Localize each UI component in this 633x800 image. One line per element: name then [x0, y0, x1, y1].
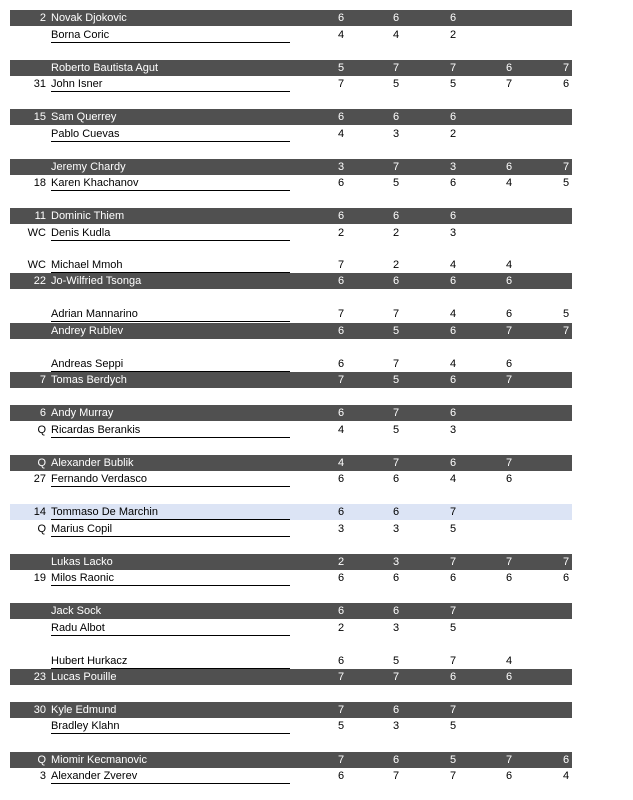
set-score-5: 7: [562, 556, 570, 568]
set-score-4: 4: [505, 655, 513, 667]
set-score-1: 6: [337, 655, 345, 667]
player-name: Andreas Seppi: [51, 356, 290, 372]
seed-label: 6: [39, 407, 46, 419]
table-row: [0, 702, 633, 718]
set-score-5: 6: [562, 78, 570, 90]
table-row: [0, 60, 633, 76]
table-row: [0, 273, 633, 289]
set-score-5: 6: [562, 754, 570, 766]
set-score-3: 5: [449, 78, 457, 90]
set-score-3: 4: [449, 358, 457, 370]
set-score-3: 7: [449, 655, 457, 667]
set-score-3: 5: [449, 754, 457, 766]
table-row: [0, 653, 633, 669]
set-score-3: 5: [449, 720, 457, 732]
table-row: [0, 405, 633, 421]
player-name: Jo-Wilfried Tsonga: [51, 275, 142, 287]
table-row: [0, 109, 633, 125]
set-score-1: 4: [337, 424, 345, 436]
player-name: Jeremy Chardy: [51, 161, 126, 173]
set-score-5: 4: [562, 770, 570, 782]
seed-label: Q: [37, 754, 46, 766]
set-score-4: 7: [505, 78, 513, 90]
set-score-1: 4: [337, 29, 345, 41]
set-score-3: 2: [449, 128, 457, 140]
player-name: Tomas Berdych: [51, 374, 127, 386]
set-score-4: 6: [505, 308, 513, 320]
player-name: Tommaso De Marchin: [51, 504, 290, 520]
set-score-1: 7: [337, 308, 345, 320]
table-row: [0, 323, 633, 339]
set-score-2: 5: [392, 325, 400, 337]
set-score-2: 5: [392, 424, 400, 436]
set-score-3: 7: [449, 704, 457, 716]
seed-label: 27: [33, 473, 46, 485]
set-score-3: 7: [449, 506, 457, 518]
set-score-2: 7: [392, 358, 400, 370]
set-score-2: 7: [392, 671, 400, 683]
set-score-3: 3: [449, 424, 457, 436]
table-row: [0, 356, 633, 372]
seed-label: 14: [33, 506, 46, 518]
player-name: Miomir Kecmanovic: [51, 754, 147, 766]
set-score-1: 6: [337, 605, 345, 617]
set-score-4: 7: [505, 374, 513, 386]
set-score-2: 3: [392, 523, 400, 535]
set-score-2: 2: [392, 259, 400, 271]
table-row: [0, 718, 633, 734]
set-score-1: 7: [337, 754, 345, 766]
seed-label: WC: [27, 227, 46, 239]
set-score-1: 7: [337, 374, 345, 386]
table-row: [0, 455, 633, 471]
player-name: Milos Raonic: [51, 570, 290, 586]
set-score-1: 6: [337, 111, 345, 123]
set-score-2: 6: [392, 12, 400, 24]
set-score-1: 6: [337, 177, 345, 189]
set-score-5: 7: [562, 62, 570, 74]
set-score-1: 7: [337, 259, 345, 271]
table-row: [0, 504, 633, 520]
set-score-3: 7: [449, 605, 457, 617]
set-score-2: 6: [392, 605, 400, 617]
table-row: [0, 471, 633, 487]
set-score-1: 7: [337, 78, 345, 90]
player-name: Novak Djokovic: [51, 12, 127, 24]
table-row: [0, 76, 633, 92]
player-name: Jack Sock: [51, 605, 102, 617]
set-score-3: 6: [449, 407, 457, 419]
set-score-1: 3: [337, 161, 345, 173]
set-score-3: 3: [449, 161, 457, 173]
player-name: Sam Querrey: [51, 111, 117, 123]
table-row: [0, 159, 633, 175]
set-score-4: 6: [505, 473, 513, 485]
set-score-2: 7: [392, 62, 400, 74]
set-score-4: 6: [505, 770, 513, 782]
set-score-5: 6: [562, 572, 570, 584]
set-score-3: 4: [449, 308, 457, 320]
set-score-3: 5: [449, 523, 457, 535]
set-score-2: 6: [392, 111, 400, 123]
set-score-1: 6: [337, 275, 345, 287]
player-name: Marius Copil: [51, 521, 290, 537]
seed-label: 30: [33, 704, 46, 716]
table-row: [0, 620, 633, 636]
set-score-1: 6: [337, 473, 345, 485]
set-score-3: 7: [449, 62, 457, 74]
table-row: [0, 603, 633, 619]
set-score-1: 2: [337, 227, 345, 239]
set-score-3: 4: [449, 473, 457, 485]
set-score-1: 6: [337, 770, 345, 782]
table-row: [0, 10, 633, 26]
table-row: [0, 768, 633, 784]
set-score-4: 6: [505, 572, 513, 584]
set-score-3: 5: [449, 622, 457, 634]
set-score-4: 7: [505, 556, 513, 568]
table-row: [0, 422, 633, 438]
set-score-2: 6: [392, 210, 400, 222]
player-name: Roberto Bautista Agut: [51, 62, 159, 74]
set-score-2: 3: [392, 622, 400, 634]
set-score-3: 6: [449, 572, 457, 584]
seed-label: Q: [37, 523, 46, 535]
player-name: Karen Khachanov: [51, 175, 290, 191]
set-score-3: 6: [449, 111, 457, 123]
set-score-5: 7: [562, 161, 570, 173]
set-score-1: 2: [337, 622, 345, 634]
set-score-4: 6: [505, 275, 513, 287]
player-name: Denis Kudla: [51, 225, 290, 241]
set-score-4: 6: [505, 358, 513, 370]
seed-label: WC: [27, 259, 46, 271]
player-name: Pablo Cuevas: [51, 126, 290, 142]
set-score-2: 6: [392, 754, 400, 766]
seed-label: 3: [39, 770, 46, 782]
set-score-2: 6: [392, 275, 400, 287]
set-score-3: 4: [449, 259, 457, 271]
set-score-2: 7: [392, 308, 400, 320]
set-score-2: 6: [392, 572, 400, 584]
set-score-3: 6: [449, 12, 457, 24]
set-score-3: 6: [449, 374, 457, 386]
set-score-3: 6: [449, 671, 457, 683]
set-score-3: 7: [449, 556, 457, 568]
set-score-5: 5: [562, 308, 570, 320]
set-score-5: 5: [562, 177, 570, 189]
set-score-2: 3: [392, 128, 400, 140]
set-score-2: 6: [392, 704, 400, 716]
player-name: Lucas Pouille: [51, 671, 117, 683]
set-score-2: 4: [392, 29, 400, 41]
set-score-2: 2: [392, 227, 400, 239]
set-score-4: 6: [505, 62, 513, 74]
player-name: John Isner: [51, 76, 290, 92]
set-score-1: 7: [337, 671, 345, 683]
player-name: Andrey Rublev: [51, 325, 124, 337]
set-score-1: 6: [337, 407, 345, 419]
table-row: [0, 27, 633, 43]
player-name: Alexander Bublik: [51, 457, 134, 469]
set-score-1: 7: [337, 704, 345, 716]
player-name: Lukas Lacko: [51, 556, 113, 568]
table-row: [0, 669, 633, 685]
player-name: Hubert Hurkacz: [51, 653, 290, 669]
table-row: [0, 225, 633, 241]
set-score-2: 7: [392, 770, 400, 782]
seed-label: 15: [33, 111, 46, 123]
player-name: Michael Mmoh: [51, 257, 290, 273]
set-score-4: 7: [505, 457, 513, 469]
table-row: [0, 257, 633, 273]
table-row: [0, 126, 633, 142]
seed-label: 31: [33, 78, 46, 90]
set-score-4: 6: [505, 671, 513, 683]
set-score-2: 7: [392, 407, 400, 419]
player-name: Andy Murray: [51, 407, 114, 419]
set-score-2: 5: [392, 655, 400, 667]
set-score-2: 6: [392, 506, 400, 518]
set-score-4: 7: [505, 754, 513, 766]
table-row: [0, 554, 633, 570]
set-score-1: 4: [337, 128, 345, 140]
set-score-3: 2: [449, 29, 457, 41]
table-row: [0, 175, 633, 191]
player-name: Ricardas Berankis: [51, 422, 290, 438]
seed-label: 23: [33, 671, 46, 683]
set-score-4: 6: [505, 161, 513, 173]
set-score-1: 6: [337, 358, 345, 370]
set-score-1: 6: [337, 210, 345, 222]
player-name: Radu Albot: [51, 620, 290, 636]
seed-label: 18: [33, 177, 46, 189]
set-score-1: 6: [337, 506, 345, 518]
seed-label: 19: [33, 572, 46, 584]
set-score-2: 5: [392, 78, 400, 90]
seed-label: 7: [39, 374, 46, 386]
set-score-1: 6: [337, 12, 345, 24]
table-row: [0, 570, 633, 586]
set-score-2: 7: [392, 161, 400, 173]
set-score-2: 5: [392, 177, 400, 189]
set-score-2: 5: [392, 374, 400, 386]
table-row: [0, 372, 633, 388]
player-name: Adrian Mannarino: [51, 306, 290, 322]
set-score-2: 7: [392, 457, 400, 469]
table-row: [0, 208, 633, 224]
set-score-2: 3: [392, 720, 400, 732]
player-name: Dominic Thiem: [51, 210, 125, 222]
seed-label: Q: [37, 424, 46, 436]
set-score-2: 6: [392, 473, 400, 485]
set-score-1: 3: [337, 523, 345, 535]
set-score-4: 4: [505, 259, 513, 271]
seed-label: 22: [33, 275, 46, 287]
set-score-5: 7: [562, 325, 570, 337]
set-score-1: 6: [337, 325, 345, 337]
set-score-3: 6: [449, 210, 457, 222]
set-score-4: 4: [505, 177, 513, 189]
set-score-1: 4: [337, 457, 345, 469]
table-row: [0, 521, 633, 537]
set-score-3: 6: [449, 457, 457, 469]
table-row: [0, 752, 633, 768]
set-score-3: 6: [449, 325, 457, 337]
seed-label: 11: [34, 210, 46, 222]
player-name: Bradley Klahn: [51, 718, 290, 734]
set-score-3: 3: [449, 227, 457, 239]
table-row: [0, 306, 633, 322]
seed-label: 2: [39, 12, 46, 24]
player-name: Kyle Edmund: [51, 704, 117, 716]
seed-label: Q: [37, 457, 46, 469]
player-name: Borna Coric: [51, 27, 290, 43]
set-score-3: 7: [449, 770, 457, 782]
set-score-4: 7: [505, 325, 513, 337]
set-score-1: 5: [337, 62, 345, 74]
player-name: Alexander Zverev: [51, 768, 290, 784]
set-score-1: 5: [337, 720, 345, 732]
set-score-3: 6: [449, 177, 457, 189]
set-score-3: 6: [449, 275, 457, 287]
set-score-2: 3: [392, 556, 400, 568]
set-score-1: 6: [337, 572, 345, 584]
set-score-1: 2: [337, 556, 345, 568]
player-name: Fernando Verdasco: [51, 471, 290, 487]
